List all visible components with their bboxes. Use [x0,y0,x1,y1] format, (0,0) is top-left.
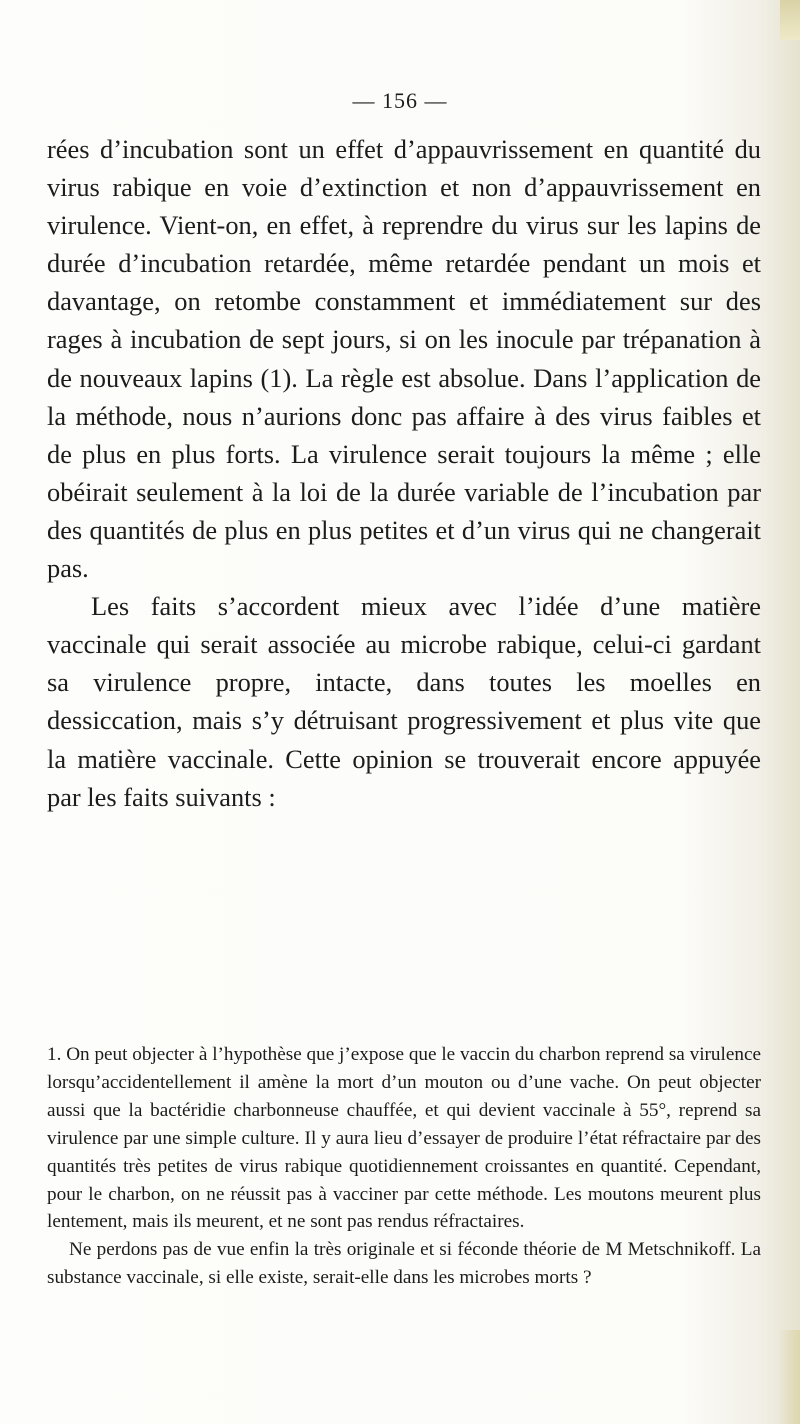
page-edge-stain [778,1330,800,1424]
footnote-1: 1. On peut objecter à l’hypothèse que j’expose que le vaccin du charbon reprend sa virulence lorsqu’accidentellement il amène la mort d’un mouton ou d’une vache. On peut objecter aussi que la bactéridie charbonneuse chauffée, et qui devient vaccinale à 55°, reprend sa virulence par une simple culture. Il y aura lieu d’essayer de produire l’état réfractaire par des quantités très petites de virus rabique quotidiennement croissantes en quantité. Cependant, pour le charbon, on ne réussit pas à vacciner par cette méthode. Les moutons meurent plus lentement, mais ils meurent, et ne sont pas rendus réfractaires. [47,1044,761,1233]
paragraph-continued: rées d’incubation sont un effet d’appauvrissement en quantité du virus rabique en voie d’extinction et non d’appauvrissement en virulence. Vient-on, en effet, à reprendre du virus sur les lapins de durée d’incubation retardée, même retardée pendant un mois et davantage, on retombe constamment et immédiatement sur des rages à incubation de sept jours, si on les inocule par trépanation à de nouveaux lapins (1). La règle est absolue. Dans l’application de la méthode, nous n’aurions donc pas affaire à des virus faibles et de plus en plus forts. La virulence serait toujours la même ; elle obéirait seulement à la loi de la durée variable de l’incubation par des quantités de plus en plus petites et d’un virus qui ne changerait pas. [47,134,761,584]
footnotes [47,1041,761,1292]
body-text [47,130,761,816]
page-number: — 156 — [352,88,448,113]
footnote-continuation: Ne perdons pas de vue enfin la très originale et si féconde théorie de M Metschnikoff. La substance vaccinale, si elle existe, serait-elle dans les microbes morts ? [47,1239,761,1289]
paragraph: Les faits s’accordent mieux avec l’idée d’une matière vaccinale qui serait associée au microbe rabique, celui-ci gardant sa virulence propre, intacte, dans toutes les moelles en dessiccation, mais s’y détruisant progressivement et plus vite que la matière vaccinale. Cette opinion se trouverait encore appuyée par les faits suivants : [47,591,761,812]
page-corner-tab [780,0,800,40]
